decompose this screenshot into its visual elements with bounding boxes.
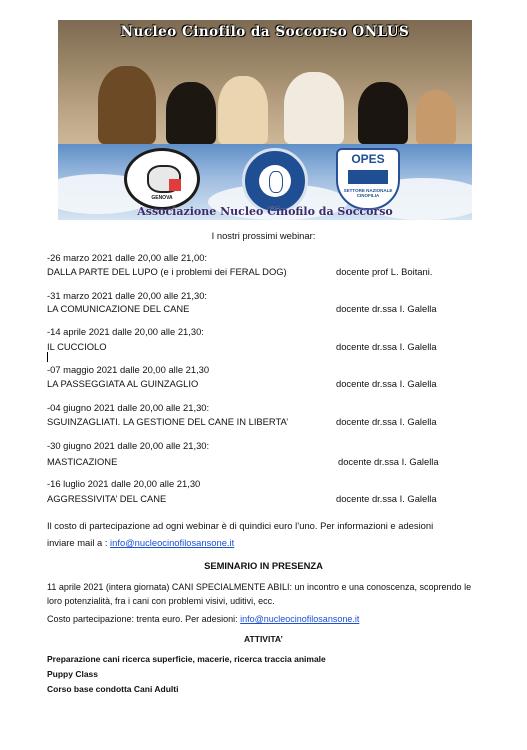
seminar-heading: SEMINARIO IN PRESENZA	[204, 560, 323, 571]
dog-white-shepherd-image	[284, 72, 344, 144]
sansone-logo	[124, 148, 200, 210]
webinar-title: IL CUCCIOLO	[47, 341, 107, 352]
webinar-date: -04 giugno 2021 dalle 20,00 alle 21,30:	[47, 402, 210, 413]
webinar-teacher: docente dr.ssa I. Galella	[336, 303, 437, 314]
webinars-intro: I nostri prossimi webinar:	[211, 230, 316, 241]
webinar-title: SGUINZAGLIATI. LA GESTIONE DEL CANE IN LIBERTA’	[47, 416, 289, 427]
activity-item: Puppy Class	[47, 669, 99, 679]
dog-rottweiler-2-image	[358, 82, 408, 144]
webinar-date: -16 luglio 2021 dalle 20,00 alle 21,30	[47, 478, 201, 489]
webinar-title: MASTICAZIONE	[47, 456, 118, 467]
activities-heading: ATTIVITA’	[244, 634, 283, 644]
dog-terrier-image	[416, 90, 456, 144]
webinar-date: -07 maggio 2021 dalle 20,00 alle 21,30	[47, 364, 210, 375]
logos-strip	[58, 144, 472, 220]
cost-contact	[47, 537, 234, 549]
opes-logo	[336, 148, 400, 210]
cost-info: Il costo di partecipazione ad ogni webinar è di quindici euro l’uno. Per informazioni e adesioni	[47, 520, 434, 531]
webinar-teacher: docente dr.ssa I. Galella	[336, 378, 437, 389]
header-banner	[58, 20, 472, 220]
webinar-teacher: docente dr.ssa I. Galella	[336, 341, 437, 352]
webinar-title: LA COMUNICAZIONE DEL CANE	[47, 303, 190, 314]
webinar-title: DALLA PARTE DEL LUPO (e i problemi dei FERAL DOG)	[47, 266, 287, 277]
cost-contact-label: inviare mail a :	[47, 537, 111, 548]
webinar-teacher: docente dr.ssa I. Galella	[336, 416, 437, 427]
dogs-photo	[58, 20, 472, 144]
opes-logo-subtext: SETTORE NAZIONALE CINOFILIA	[343, 188, 393, 198]
sansone-logo-text: GENOVA	[151, 195, 173, 201]
seminar-cost-label: Costo partecipazione: trenta euro. Per adesioni:	[47, 614, 241, 624]
banner-title: Nucleo Cinofilo da Soccorso ONLUS	[120, 24, 410, 40]
webinar-title: LA PASSEGGIATA AL GUINZAGLIO	[47, 378, 199, 389]
dog-german-shepherd-image	[98, 66, 156, 144]
activity-item: Preparazione cani ricerca superficie, macerie, ricerca traccia animale	[47, 654, 326, 664]
webinar-date: -14 aprile 2021 dalle 20,00 alle 21,30:	[47, 326, 204, 337]
webinar-title: AGGRESSIVITA’ DEL CANE	[47, 493, 167, 504]
email-link[interactable]: info@nucleocinofilosansone.it	[110, 537, 235, 548]
seminar-cost	[47, 613, 359, 625]
banner-caption: Associazione Nucleo Cinofilo da Soccorso	[137, 205, 393, 218]
opes-logo-text: OPES	[351, 152, 385, 166]
text-cursor	[47, 352, 48, 362]
webinar-teacher: docente prof L. Boitani.	[336, 266, 433, 277]
seminar-description-2: loro potenzialità, fra i cani con problemi visivi, uditivi, ecc.	[47, 596, 275, 606]
webinar-date: -30 giugno 2021 dalle 20,00 alle 21,30:	[47, 440, 210, 451]
webinar-teacher: docente dr.ssa I. Galella	[338, 456, 439, 467]
webinar-date: -26 marzo 2021 dalle 20,00 alle 21,00:	[47, 252, 208, 263]
activity-item: Corso base condotta Cani Adulti	[47, 684, 179, 694]
seminar-email-link[interactable]: info@nucleocinofilosansone.it	[240, 614, 360, 624]
dog-labrador-image	[218, 76, 268, 144]
webinar-teacher: docente dr.ssa I. Galella	[336, 493, 437, 504]
webinar-date: -31 marzo 2021 dalle 20,00 alle 21,30:	[47, 290, 208, 301]
dog-rottweiler-image	[166, 82, 216, 144]
seminar-description: 11 aprile 2021 (intera giornata) CANI SPECIALMENTE ABILI: un incontro e una conoscenza, scoprendo le	[47, 582, 472, 592]
